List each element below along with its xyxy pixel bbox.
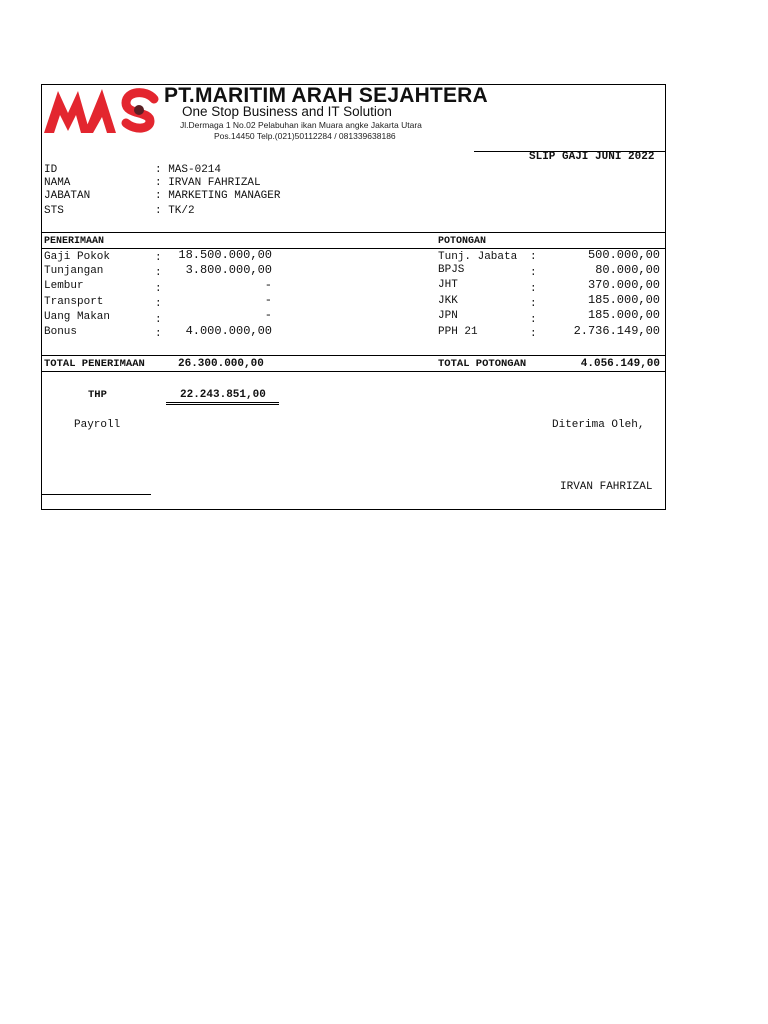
employee-id-label: ID [44,164,58,176]
deductions-label: JHT [438,279,458,291]
company-address-line1: Jl.Dermaga 1 No.02 Pelabuhan ikan Muara angke Jakarta Utara [180,120,422,130]
deductions-value: 500.000,00 [587,248,660,262]
employee-status-label: STS [44,205,64,217]
deductions-label: Tunj. Jabata [438,251,518,263]
earnings-label: Gaji Pokok [44,251,111,263]
earnings-label: Transport [44,296,104,308]
company-header [42,84,488,145]
deductions-value: 2.736.149,00 [573,324,660,338]
slip-title: SLIP GAJI JUNI 2022 [529,151,655,163]
employee-id-value: : MAS-0214 [155,164,222,176]
deductions-colon: : [530,314,537,326]
deductions-colon: : [530,283,537,295]
earnings-value: - [264,308,272,322]
deductions-colon: : [530,298,537,310]
earnings-value: - [264,293,272,307]
info-divider [42,232,665,233]
totals-top-divider [42,355,665,356]
salary-slip [41,84,666,510]
earnings-colon: : [155,283,162,295]
total-earnings-label: TOTAL PENERIMAAN [44,358,145,370]
earnings-header: PENERIMAAN [44,236,105,247]
deductions-label: JKK [438,295,458,307]
logo-letter-a [84,89,116,133]
employee-position-label: JABATAN [44,190,91,202]
earnings-colon: : [155,298,162,310]
earnings-label: Tunjangan [44,265,104,277]
earnings-label: Uang Makan [44,311,111,323]
company-tagline: One Stop Business and IT Solution [182,104,392,119]
company-logo [44,85,162,139]
logo-dot [134,105,144,115]
earnings-colon: : [155,314,162,326]
deductions-value: 80.000,00 [595,263,660,277]
thp-label: THP [88,389,107,401]
thp-value: 22.243.851,00 [180,389,266,401]
payroll-label: Payroll [74,419,121,431]
earnings-value: 18.500.000,00 [178,248,272,262]
company-name: PT.MARITIM ARAH SEJAHTERA [164,84,488,107]
received-by-name: IRVAN FAHRIZAL [560,481,653,493]
deductions-value: 370.000,00 [587,278,660,292]
earnings-value: 3.800.000,00 [185,263,272,277]
total-earnings-value: 26.300.000,00 [178,358,264,370]
totals-bottom-divider [42,371,665,372]
deductions-colon: : [530,251,537,263]
employee-name-value: : IRVAN FAHRIZAL [155,177,261,189]
earnings-value: 4.000.000,00 [185,324,272,338]
employee-status-value: : TK/2 [155,205,195,217]
earnings-label: Lembur [44,280,84,292]
earnings-colon: : [155,252,162,264]
earnings-colon: : [155,267,162,279]
deductions-header: POTONGAN [438,236,487,247]
deductions-label: JPN [438,310,458,322]
total-deductions-label: TOTAL POTONGAN [438,358,527,370]
received-by-label: Diterima Oleh, [552,419,645,431]
employee-name-label: NAMA [44,177,71,189]
deductions-colon: : [530,328,537,340]
payroll-signature-line [42,494,151,495]
thp-underline-2 [166,404,279,405]
earnings-colon: : [155,328,162,340]
total-deductions-value: 4.056.149,00 [580,358,660,370]
deductions-colon: : [530,267,537,279]
earnings-label: Bonus [44,326,78,338]
logo-letter-m [44,91,90,133]
company-address-line2: Pos.14450 Telp.(021)50112284 / 081339638186 [214,131,396,141]
deductions-value: 185.000,00 [587,293,660,307]
employee-position-value: : MARKETING MANAGER [155,190,281,202]
deductions-value: 185.000,00 [587,308,660,322]
earnings-value: - [264,278,272,292]
thp-underline-1 [166,402,279,403]
deductions-label: BPJS [438,264,465,276]
deductions-label: PPH 21 [438,326,478,338]
